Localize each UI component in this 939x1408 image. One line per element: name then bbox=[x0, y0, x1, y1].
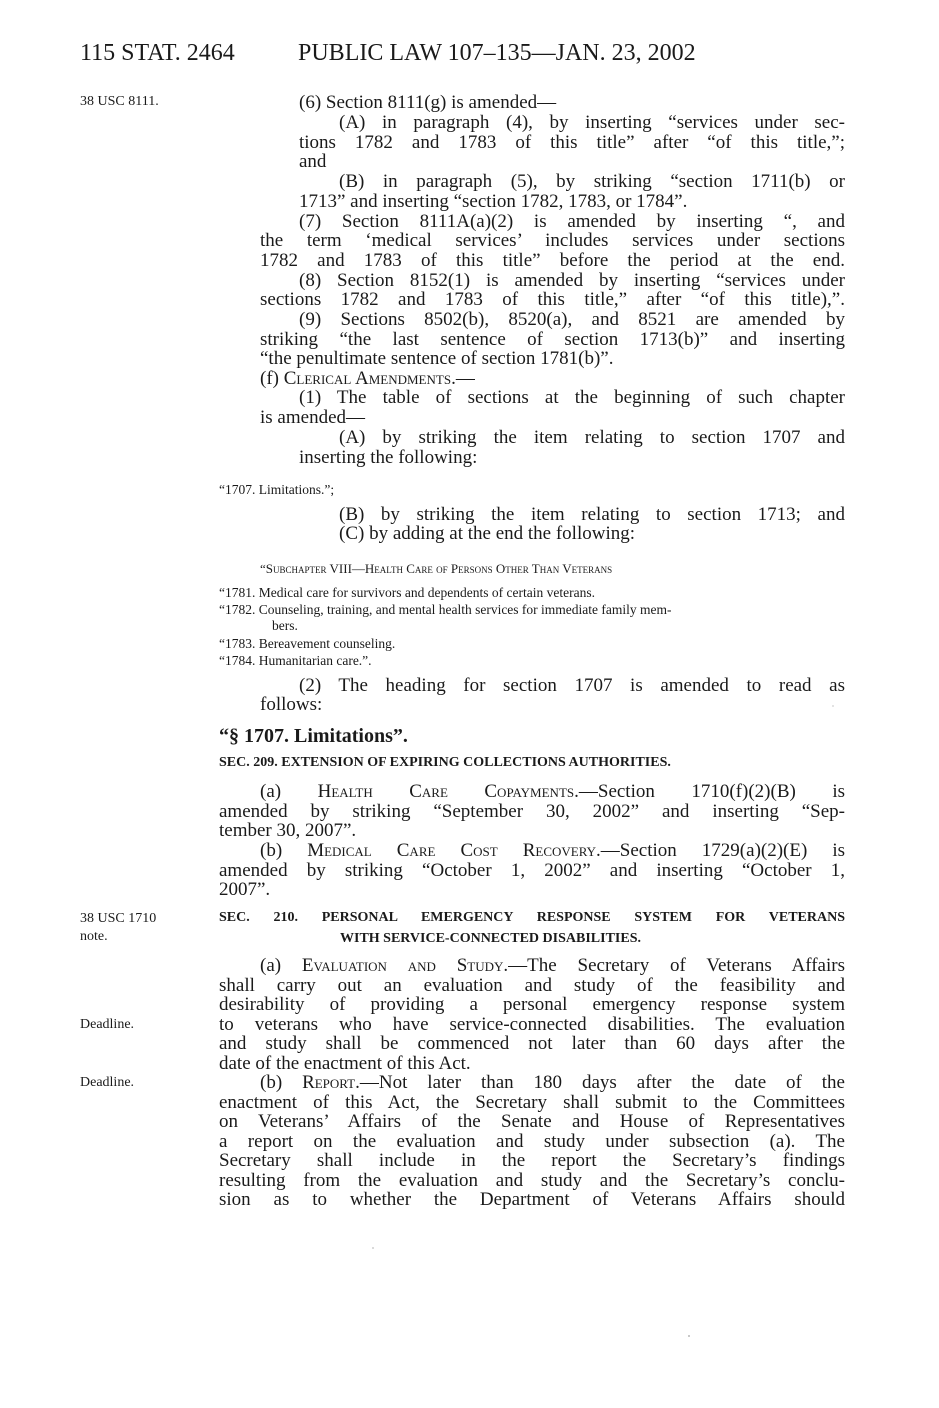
margin-citation-note: note. bbox=[80, 929, 108, 944]
margin-deadline: Deadline. bbox=[80, 1017, 135, 1032]
text-line: and study shall be commenced not later than 60 days after the bbox=[219, 1033, 845, 1054]
text-line: (B) in paragraph (5), by striking “section 1711(b) or bbox=[339, 171, 845, 192]
section-209-heading: SEC. 209. EXTENSION OF EXPIRING COLLECTIONS AUTHORITIES. bbox=[219, 755, 671, 770]
subsection-heading bbox=[260, 841, 845, 861]
section-210-heading-cont: WITH SERVICE-CONNECTED DISABILITIES. bbox=[340, 931, 641, 946]
text-line: a report on the evaluation and study under subsection (a). The bbox=[219, 1131, 845, 1152]
margin-citation-1710: 38 USC 1710 bbox=[80, 911, 157, 926]
text-line: 2007”. bbox=[219, 879, 271, 900]
text-line: (B) by striking the item relating to section 1713; and bbox=[339, 504, 845, 525]
label-text: (a) bbox=[260, 781, 318, 802]
text-line: (6) Section 8111(g) is amended— bbox=[299, 92, 557, 113]
text-line: on Veterans’ Affairs of the Senate and House of Representatives bbox=[219, 1111, 845, 1132]
text-line: “the penultimate sentence of section 1781(b)”. bbox=[260, 348, 614, 369]
subchapter-heading: “Subchapter VIII—Health Care of Persons Other Than Veterans bbox=[260, 561, 613, 576]
text-line: (9) Sections 8502(b), 8520(a), and 8521 are amended by bbox=[299, 309, 845, 330]
label-text: .—Not later than 180 days after the date of the bbox=[355, 1072, 845, 1093]
section-210-heading: SEC. 210. PERSONAL EMERGENCY RESPONSE SYSTEM FOR VETERANS bbox=[219, 910, 845, 925]
small-caps-heading: Medical Care Cost Recovery bbox=[307, 840, 597, 861]
text-line: enactment of this Act, the Secretary shall submit to the Committees bbox=[219, 1092, 845, 1113]
text-line: amended by striking “September 30, 2002” and inserting “Sep- bbox=[219, 801, 845, 822]
text-line: desirability of providing a personal emergency response system bbox=[219, 994, 845, 1015]
text-line: shall carry out an evaluation and study of the feasibility and bbox=[219, 975, 845, 996]
table-entry: “1781. Medical care for survivors and dependents of certain veterans. bbox=[219, 585, 595, 600]
text-line: (C) by adding at the end the following: bbox=[339, 523, 636, 544]
page-running-title: PUBLIC LAW 107–135—JAN. 23, 2002 bbox=[298, 40, 696, 66]
table-entry: “1783. Bereavement counseling. bbox=[219, 636, 396, 651]
label-text: .—Section 1729(a)(2)(E) is bbox=[596, 840, 845, 861]
text-line: is amended— bbox=[260, 407, 366, 428]
label-text: (f) bbox=[260, 368, 284, 389]
page-stat-number: 115 STAT. 2464 bbox=[80, 40, 235, 66]
small-caps-heading: Report bbox=[302, 1072, 356, 1093]
text-line: (2) The heading for section 1707 is amended to read as bbox=[299, 675, 845, 696]
text-line: (A) in paragraph (4), by inserting “services under sec- bbox=[339, 112, 845, 133]
table-entry: “1782. Counseling, training, and mental health services for immediate family mem- bbox=[219, 602, 672, 617]
text-line: sections 1782 and 1783 of this title,” after “of this title),”. bbox=[260, 289, 845, 310]
text-line: (A) by striking the item relating to section 1707 and bbox=[339, 427, 845, 448]
text-line: (1) The table of sections at the beginning of such chapter bbox=[299, 387, 845, 408]
subsection-heading bbox=[260, 782, 845, 802]
small-caps-heading: Evaluation and Study bbox=[301, 955, 504, 976]
label-text: .—The Secretary of Veterans Affairs bbox=[503, 955, 845, 976]
text-line: striking “the last sentence of section 1713(b)” and inserting bbox=[260, 329, 845, 350]
scan-speck bbox=[372, 1247, 374, 1249]
section-heading-1707: “§ 1707. Limitations”. bbox=[219, 725, 408, 747]
small-caps-heading: Clerical Amendments bbox=[283, 368, 452, 389]
margin-deadline: Deadline. bbox=[80, 1075, 135, 1090]
text-line: amended by striking “October 1, 2002” and inserting “October 1, bbox=[219, 860, 845, 881]
scan-speck bbox=[688, 1335, 690, 1337]
margin-citation-8111: 38 USC 8111. bbox=[80, 94, 159, 109]
text-line: tember 30, 2007”. bbox=[219, 820, 357, 841]
text-line: 1713” and inserting “section 1782, 1783, or 1784”. bbox=[299, 191, 688, 212]
label-text: .—Section 1710(f)(2)(B) is bbox=[574, 781, 845, 802]
table-entry: bers. bbox=[272, 618, 298, 633]
subsection-heading bbox=[260, 956, 845, 976]
text-line: sion as to whether the Department of Veterans Affairs should bbox=[219, 1189, 845, 1210]
text-line: resulting from the evaluation and study and the Secretary’s conclu- bbox=[219, 1170, 845, 1191]
text-line: to veterans who have service-connected disabilities. The evaluation bbox=[219, 1014, 845, 1035]
text-line: and bbox=[299, 151, 327, 172]
text-line: inserting the following: bbox=[299, 447, 478, 468]
label-text: (a) bbox=[260, 955, 302, 976]
subsection-heading bbox=[260, 369, 475, 389]
text-line: (8) Section 8152(1) is amended by inserting “services under bbox=[299, 270, 845, 291]
text-line: Secretary shall include in the report the Secretary’s findings bbox=[219, 1150, 845, 1171]
subsection-heading bbox=[260, 1073, 845, 1093]
text-line: (7) Section 8111A(a)(2) is amended by inserting “, and bbox=[299, 211, 845, 232]
text-line: follows: bbox=[260, 694, 323, 715]
label-text: (b) bbox=[260, 840, 308, 861]
label-text: .— bbox=[451, 368, 475, 389]
small-caps-heading: Health Care Copayments bbox=[317, 781, 575, 802]
text-line: 1782 and 1783 of this title” before the period at the end. bbox=[260, 250, 845, 271]
scan-speck bbox=[832, 705, 834, 707]
table-entry: “1707. Limitations.”; bbox=[219, 482, 335, 497]
text-line: tions 1782 and 1783 of this title” after “of this title,”; bbox=[299, 132, 845, 153]
table-entry: “1784. Humanitarian care.”. bbox=[219, 653, 372, 668]
text-line: date of the enactment of this Act. bbox=[219, 1053, 471, 1074]
label-text: (b) bbox=[260, 1072, 303, 1093]
text-line: the term ‘medical services’ includes services under sections bbox=[260, 230, 845, 251]
